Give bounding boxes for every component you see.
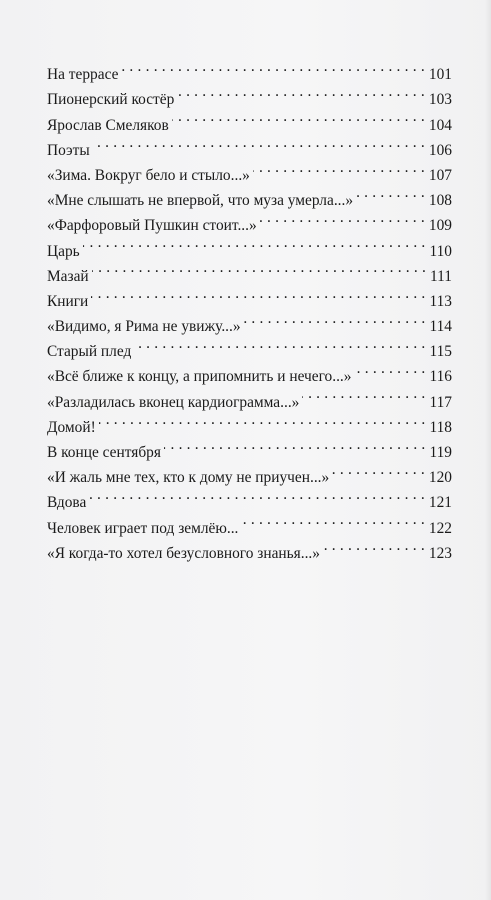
toc-dot-leader xyxy=(323,533,425,558)
toc-page-number: 107 xyxy=(428,166,452,184)
toc-entry xyxy=(47,54,452,84)
toc-page-number: 103 xyxy=(428,91,452,109)
toc-entry-title: «Разладилась вконец кардиограмма...» xyxy=(47,393,300,411)
toc-dot-leader xyxy=(172,104,425,129)
toc-entry xyxy=(47,407,452,436)
toc-entry-title: «Мне слышать не впервой, что муза умерла...» xyxy=(47,192,354,210)
toc-entry-title: «Я когда-то хотел безусловного знанья...» xyxy=(47,544,320,562)
toc-page-number: 115 xyxy=(429,343,452,361)
toc-entry-title: «Видимо, я Рима не увижу...» xyxy=(47,318,241,336)
toc-dot-leader xyxy=(177,79,425,104)
toc-entry-title: На террасе xyxy=(47,66,119,84)
toc-entry-title: Домой! xyxy=(47,418,96,436)
toc-entry-title: В конце сентября xyxy=(47,444,161,461)
toc-entry-title: «Зима. Вокруг бело и стыло...» xyxy=(47,166,250,184)
toc-dot-leader xyxy=(253,155,425,180)
toc-entry-title: Вдова xyxy=(47,494,87,512)
toc-page-number: 110 xyxy=(429,242,452,260)
toc-dot-leader xyxy=(302,381,425,406)
toc-page-number: 119 xyxy=(429,444,452,461)
toc-entry-title: Мазай xyxy=(47,267,89,285)
toc-entry xyxy=(47,230,452,260)
toc-entry-title: Ярослав Смеляков xyxy=(47,116,169,134)
toc-dot-leader xyxy=(356,180,425,205)
toc-dot-leader xyxy=(92,256,426,281)
toc-entry-title: «И жаль мне тех, кто к дому не приучен...» xyxy=(47,469,330,487)
toc-entry-title: «Всё ближе к концу, а припомнить и нечего...» xyxy=(47,368,352,386)
toc-page-number: 117 xyxy=(429,393,452,411)
toc-dot-leader xyxy=(354,356,425,381)
toc-dot-leader xyxy=(332,457,425,482)
toc-entry-title: Поэты xyxy=(47,141,90,159)
toc-dot-leader xyxy=(91,281,425,306)
toc-entry-title: Пионерский костёр xyxy=(47,91,175,109)
toc-dot-leader xyxy=(244,306,426,331)
toc-entry-title: Книги xyxy=(47,292,89,310)
toc-entry-title: Человек играет под землёю... xyxy=(47,519,239,537)
toc-page-number: 118 xyxy=(429,418,452,436)
toc-page-number: 123 xyxy=(428,544,452,562)
page-edge-shadow xyxy=(485,0,491,900)
toc-page-number: 116 xyxy=(429,368,452,386)
toc-page-number: 109 xyxy=(428,217,452,235)
toc-page-number: 111 xyxy=(430,267,452,285)
toc-entry-title: Старый плед xyxy=(47,343,132,361)
toc-page-number: 120 xyxy=(428,469,452,487)
toc-page-number: 104 xyxy=(428,116,452,134)
toc-entry xyxy=(47,130,452,159)
toc-dot-leader xyxy=(241,507,425,532)
toc-dot-leader xyxy=(260,205,425,230)
toc-dot-leader xyxy=(93,130,425,155)
table-of-contents xyxy=(47,54,452,562)
toc-page-number: 121 xyxy=(428,494,452,512)
toc-entry xyxy=(47,306,452,336)
toc-dot-leader xyxy=(121,54,424,79)
toc-entry xyxy=(47,507,452,537)
toc-dot-leader xyxy=(134,331,425,356)
toc-dot-leader xyxy=(83,230,426,255)
toc-entry-title: Царь xyxy=(47,242,80,260)
toc-dot-leader xyxy=(164,432,426,457)
toc-page-number: 122 xyxy=(428,519,452,537)
toc-page-number: 106 xyxy=(428,141,452,159)
toc-entry xyxy=(47,281,452,310)
toc-page-number: 114 xyxy=(429,318,452,336)
toc-entry xyxy=(47,482,452,512)
toc-entry xyxy=(47,256,452,285)
toc-dot-leader xyxy=(89,482,425,507)
toc-page-number: 101 xyxy=(428,66,452,84)
toc-page-number: 108 xyxy=(428,192,452,210)
toc-entry xyxy=(47,432,452,461)
toc-page-number: 113 xyxy=(429,292,452,310)
toc-entry-title: «Фарфоровый Пушкин стоит...» xyxy=(47,217,257,235)
toc-entry xyxy=(47,155,452,184)
toc-dot-leader xyxy=(99,407,426,432)
